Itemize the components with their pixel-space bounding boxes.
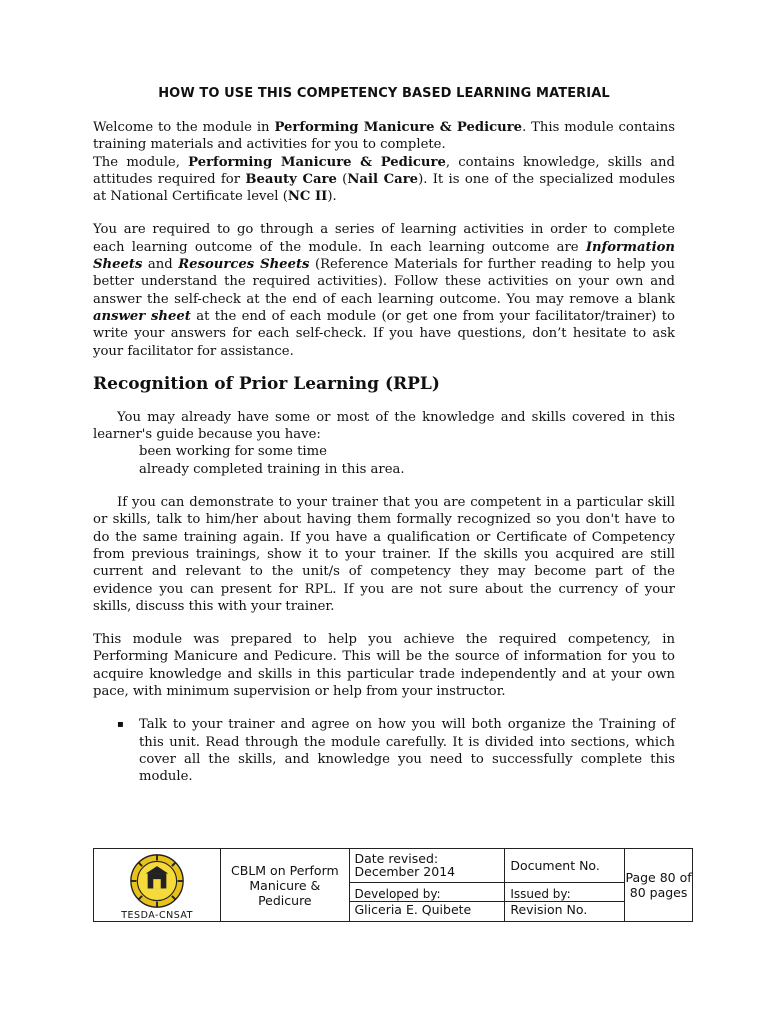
bullet-text: Talk to your trainer and agree on how you will both organize the Training of this unit. Read through the module carefully. It is divided into sections, which cover all the skills, and knowledge you need to successfully complete this module. bbox=[139, 717, 675, 785]
page-title: HOW TO USE THIS COMPETENCY BASED LEARNING MATERIAL bbox=[158, 86, 610, 101]
spacer bbox=[93, 615, 675, 631]
cblm-title: CBLM on Perform Manicure & Pedicure bbox=[221, 849, 349, 922]
spacer bbox=[93, 700, 675, 716]
intro-paragraph-1 bbox=[93, 119, 675, 154]
tesda-logo-icon bbox=[129, 853, 185, 909]
org-name: TESDA-CNSAT bbox=[121, 910, 193, 921]
section-heading: Recognition of Prior Learning (RPL) bbox=[93, 373, 440, 394]
revision-label: Revision No. bbox=[510, 901, 588, 917]
module-name: Performing Manicure & Pedicure bbox=[274, 120, 523, 135]
text-span: , contains knowledge, skills and attitudes required for bbox=[93, 154, 675, 187]
developed-by-cell bbox=[349, 882, 505, 921]
footer-table bbox=[93, 848, 693, 922]
text-span: and bbox=[142, 257, 179, 273]
logo-cell bbox=[94, 849, 221, 922]
emphasis-text: answer sheet bbox=[93, 308, 191, 324]
date-value: December 2014 bbox=[354, 864, 456, 880]
activities-paragraph bbox=[93, 221, 675, 359]
rpl-paragraph-1: You may already have some or most of the knowledge and skills covered in this learner's guide because you have: bbox=[93, 409, 675, 443]
emphasis-text: Resources Sheets bbox=[178, 257, 310, 273]
text-span: ). bbox=[327, 189, 337, 205]
rpl-list-item: been working for some time bbox=[139, 444, 327, 460]
module-name: Performing Manicure & Pedicure bbox=[188, 154, 446, 170]
text-span: (Reference Materials for further reading to help you better understand the required activities). Follow these activities on your own and answer the self-check at the end of each learning outcome. You may remove a blank bbox=[93, 257, 676, 307]
text-span: You are required to go through a series of learning activities in order to complete each learning outcome of the module. In each learning outcome are bbox=[93, 222, 675, 255]
text-span: The module, bbox=[93, 154, 189, 170]
issued-by-cell bbox=[505, 882, 625, 921]
developed-label: Developed by: bbox=[350, 887, 505, 902]
qualification-name: Beauty Care bbox=[245, 171, 337, 187]
qualification-sub: Nail Care bbox=[347, 171, 419, 187]
text-span: Welcome to the module in bbox=[93, 120, 275, 135]
bullet-item bbox=[93, 716, 675, 785]
issued-label: Issued by: bbox=[505, 887, 624, 902]
spacer bbox=[93, 478, 675, 494]
rpl-paragraph-3: This module was prepared to help you achieve the required competency, in Performing Manicure and Pedicure. This will be the source of information for you to acquire knowledge and skills in this particular trade independently and at your own pace, with minimum supervision or help from your instructor. bbox=[93, 632, 675, 700]
rpl-list-item: already completed training in this area. bbox=[139, 461, 405, 477]
text-span: ( bbox=[336, 171, 348, 187]
date-label: Date revised: bbox=[354, 851, 439, 867]
bullet-marker: ▪ bbox=[117, 719, 124, 731]
page-number: Page 80 of 80 pages bbox=[625, 849, 693, 922]
spacer bbox=[93, 205, 675, 221]
intro-paragraph-2 bbox=[93, 154, 675, 206]
spacer bbox=[93, 360, 675, 374]
emphasis-text: Information Sheets bbox=[93, 239, 675, 273]
nc-level: NC II bbox=[287, 189, 328, 205]
developer-name: Gliceria E. Quibete bbox=[354, 901, 472, 917]
text-span: ). It is one of the specialized modules at National Certificate level ( bbox=[93, 171, 676, 205]
document-no-cell: Document No. bbox=[505, 849, 625, 883]
rpl-paragraph-2: If you can demonstrate to your trainer that you are competent in a particular skill or skills, talk to him/her about having them formally recognized so you don't have to do the same training again. If you have a qualification or Certificate of Competency from previous trainings, show it to your trainer. If the skills you acquired are still current and relevant to the unit/s of competency they may become part of the evidence you can present for RPL. If you are not sure about the currency of your skills, discuss this with your trainer. bbox=[93, 495, 675, 614]
date-revised-cell bbox=[349, 849, 505, 883]
text-span: at the end of each module (or get one from your facilitator/trainer) to write your answers for each self-check. If you have questions, don’t hesitate to ask your facilitator for assistance. bbox=[93, 308, 675, 359]
document-body bbox=[93, 86, 675, 786]
text-span: . This module contains training materials and activities for you to complete. bbox=[93, 120, 676, 153]
